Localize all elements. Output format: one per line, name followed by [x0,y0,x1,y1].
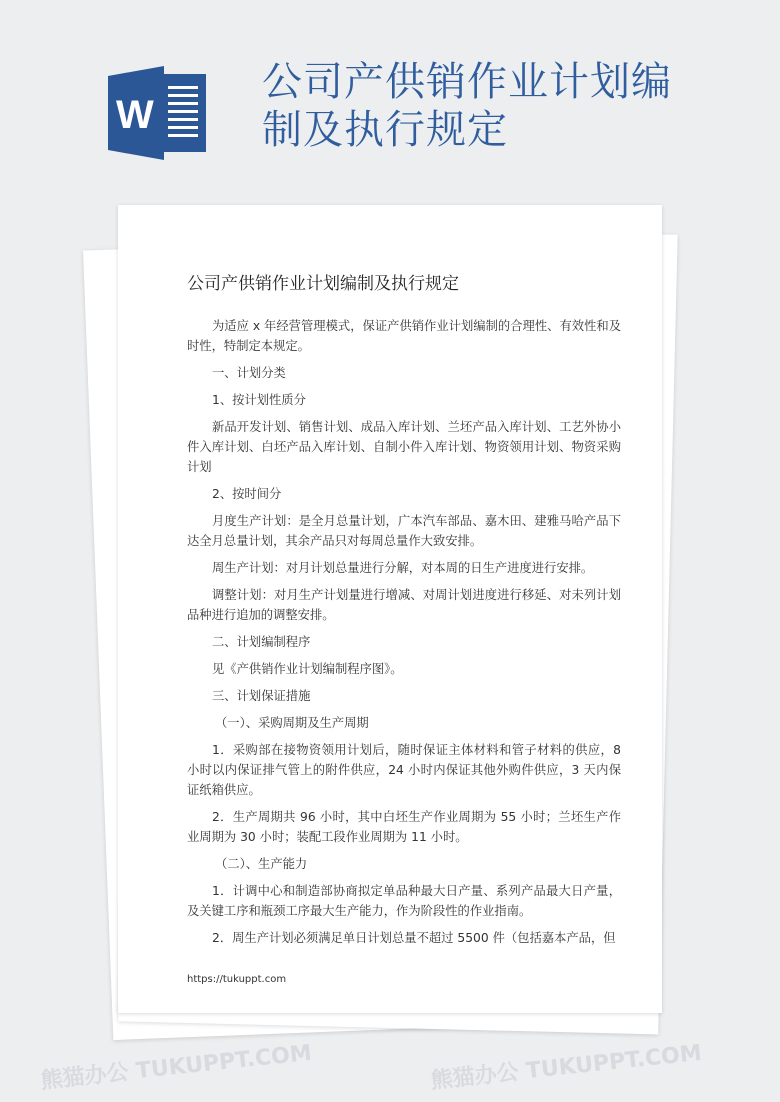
paragraph: 调整计划：对月生产计划量进行增减、对周计划进度进行移延、对未列计划品种进行追加的调整安排。 [187,588,621,622]
paragraph: （一）、采购周期及生产周期 [215,716,369,730]
watermark: 熊猫办公 TUKUPPT.COM [39,1040,313,1095]
paragraph: 1、按计划性质分 [212,393,306,407]
paragraph: 月度生产计划：是全月总量计划，广本汽车部品、嘉木田、建雅马哈产品下达全月总量计划，其余产品只对每周总量作大致安排。 [187,514,621,548]
paragraph: 2、按时间分 [212,487,282,501]
paragraph: 为适应 x 年经营管理模式，保证产供销作业计划编制的合理性、有效性和及时性，特制定本规定。 [187,319,621,353]
paragraph: 2．周生产计划必须满足单日计划总量不超过 5500 件（包括嘉本产品，但 [212,931,616,945]
paragraph: 二、计划编制程序 [212,635,311,649]
paragraph: 见《产供销作业计划编制程序图》。 [212,662,403,676]
paragraph: （二）、生产能力 [215,857,308,871]
document-title: 公司产供销作业计划编制及执行规定 [187,274,459,294]
paragraph: 2．生产周期共 96 小时，其中白坯生产作业周期为 55 小时；兰坯生产作业周期为 30 小时；装配工段作业周期为 11 小时。 [187,810,621,844]
paragraph: 1．采购部在接物资领用计划后，随时保证主体材料和管子材料的供应，8 小时以内保证排气管上的附件供应，24 小时内保证其他外购件供应，3 天内保证纸箱供应。 [187,743,621,797]
footer-url: https://tukuppt.com [187,974,287,985]
paragraph: 周生产计划：对月计划总量进行分解，对本周的日生产进度进行安排。 [212,561,594,575]
watermark: 熊猫办公 TUKUPPT.COM [429,1040,703,1095]
word-document-icon [108,66,206,160]
document-body [187,274,621,955]
paragraph: 三、计划保证措施 [212,689,311,703]
paragraph: 一、计划分类 [212,366,286,380]
svg-text:W: W [116,93,154,137]
paragraph: 新品开发计划、销售计划、成品入库计划、兰坯产品入库计划、工艺外协小件入库计划、白坯产品入库计划、自制小件入库计划、物资领用计划、物资采购计划 [187,420,621,474]
hero-title: 公司产供销作业计划编制及执行规定 [262,59,672,153]
paragraph: 1．计调中心和制造部协商拟定单品种最大日产量、系列产品最大日产量，及关键工序和瓶颈工序最大生产能力，作为阶段性的作业指南。 [187,884,621,918]
